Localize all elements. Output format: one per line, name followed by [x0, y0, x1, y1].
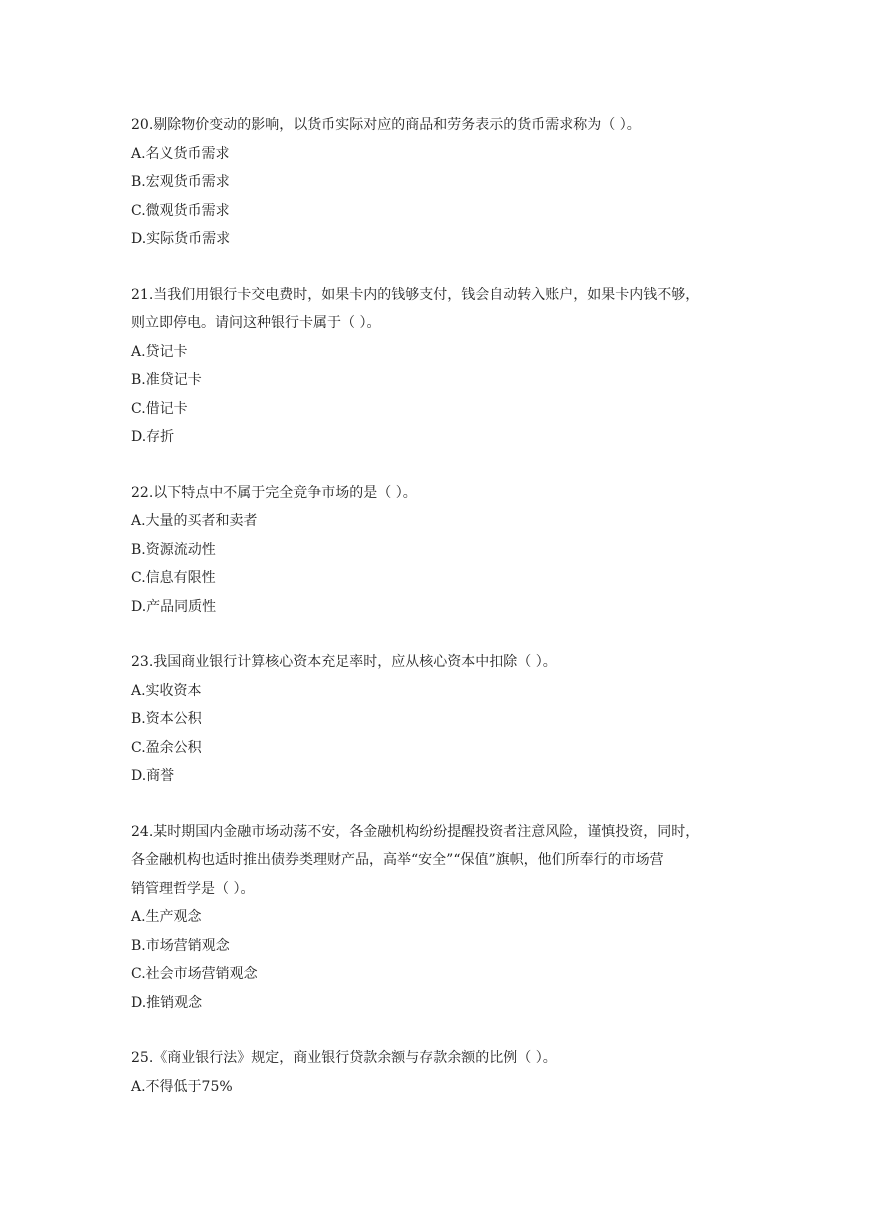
option-b: B.资源流动性	[131, 541, 216, 558]
question-23	[131, 648, 751, 791]
question-22	[131, 479, 751, 622]
option-d: D.推销观念	[131, 994, 203, 1011]
question-stem: 各金融机构也适时推出债券类理财产品，高举“安全”“保值”旗帜，他们所奉行的市场营	[131, 852, 664, 868]
option-a: A.不得低于75%	[131, 1078, 233, 1095]
option-c: C.社会市场营销观念	[131, 966, 258, 982]
option-d: D.产品同质性	[131, 598, 217, 615]
option-a: A.名义货币需求	[131, 145, 230, 162]
question-20	[131, 111, 751, 254]
document-page	[131, 111, 751, 1128]
question-stem: 22.以下特点中不属于完全竞争市场的是（ ）。	[131, 484, 417, 501]
option-d: D.存折	[131, 429, 175, 445]
question-stem: 销管理哲学是（ ）。	[131, 880, 255, 897]
question-stem: 25.《商业银行法》规定，商业银行贷款余额与存款余额的比例（ ）。	[131, 1050, 557, 1066]
question-21	[131, 281, 751, 452]
option-b: B.市场营销观念	[131, 937, 230, 954]
question-stem: 21.当我们用银行卡交电费时，如果卡内的钱够支付，钱会自动转入账户，如果卡内钱不够，	[131, 286, 700, 303]
question-stem: 20.剔除物价变动的影响，以货币实际对应的商品和劳务表示的货币需求称为（ ）。	[131, 117, 641, 133]
question-stem: 23.我国商业银行计算核心资本充足率时，应从核心资本中扣除（ ）。	[131, 654, 557, 670]
option-c: C.微观货币需求	[131, 202, 230, 219]
option-a: A.实收资本	[131, 682, 202, 699]
option-b: B.宏观货币需求	[131, 174, 230, 190]
option-d: D.实际货币需求	[131, 231, 231, 247]
option-c: C.盈余公积	[131, 739, 202, 756]
option-d: D.商誉	[131, 768, 175, 784]
option-c: C.借记卡	[131, 400, 188, 417]
question-stem: 则立即停电。请问这种银行卡属于（ ）。	[131, 315, 381, 331]
option-c: C.信息有限性	[131, 570, 216, 586]
option-b: B.资本公积	[131, 711, 202, 727]
option-a: A.贷记卡	[131, 343, 188, 360]
option-a: A.大量的买者和卖者	[131, 513, 258, 529]
question-25	[131, 1044, 751, 1101]
option-b: B.准贷记卡	[131, 372, 202, 388]
option-a: A.生产观念	[131, 909, 202, 925]
question-24	[131, 818, 751, 1018]
question-stem: 24.某时期国内金融市场动荡不安，各金融机构纷纷提醒投资者注意风险，谨慎投资，同时，	[131, 823, 700, 840]
